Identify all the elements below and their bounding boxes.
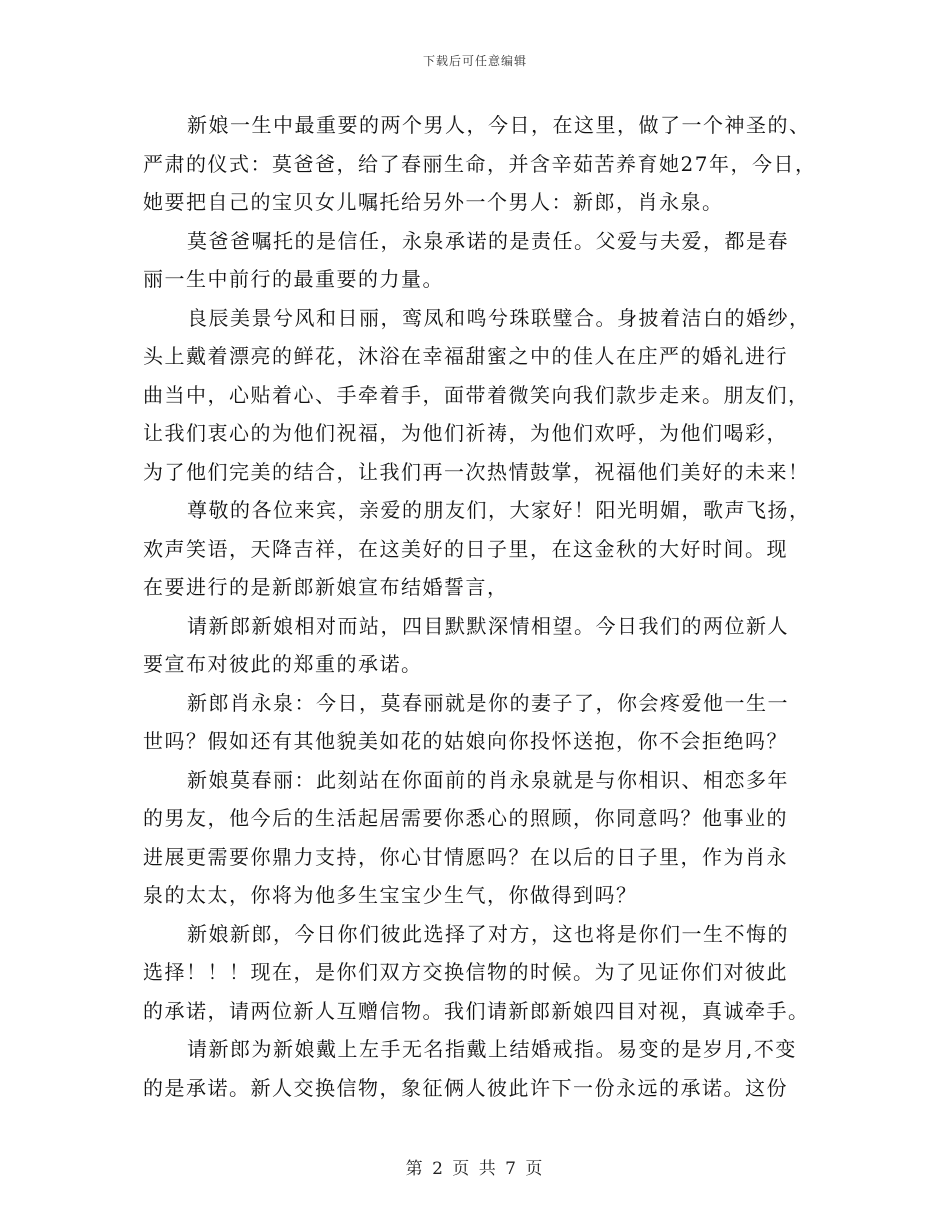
text-line: 新娘一生中最重要的两个男人，今日，在这里，做了一个神圣的、 bbox=[187, 113, 811, 137]
text-line: 世吗？假如还有其他貌美如花的姑娘向你投怀送抱，你不会拒绝吗？ bbox=[143, 729, 788, 753]
text-line: 头上戴着漂亮的鲜花，沐浴在幸福甜蜜之中的佳人在庄严的婚礼进行 bbox=[143, 344, 788, 368]
page-header: 下载后可任意编辑 bbox=[422, 54, 527, 68]
text-line: 严肃的仪式：莫爸爸，给了春丽生命，并含辛茹苦养育她27年，今日， bbox=[143, 151, 817, 176]
text-line: 泉的太太，你将为他多生宝宝少生气，你做得到吗？ bbox=[143, 883, 638, 907]
text-line: 请新郎新娘相对而站，四目默默深情相望。今日我们的两位新人 bbox=[187, 613, 789, 638]
text-line: 的男友，他今后的生活起居需要你悉心的照顾，你同意吗？他事业的 bbox=[143, 806, 788, 830]
text-line: 要宣布对彼此的郑重的承诺。 bbox=[143, 652, 423, 676]
text-line: 曲当中，心贴着心、手牵着手，面带着微笑向我们款步走来。朋友们， bbox=[143, 382, 810, 407]
text-line: 欢声笑语，天降吉祥，在这美好的日子里，在这金秋的大好时间。现 bbox=[143, 536, 788, 561]
text-line: 莫爸爸嘱托的是信任，永泉承诺的是责任。父爱与夫爱，都是春 bbox=[187, 228, 789, 253]
document-body bbox=[143, 106, 817, 1107]
text-line: 丽一生中前行的最重要的力量。 bbox=[143, 267, 444, 291]
page-number-footer: 第 2 页 共 7 页 bbox=[405, 1159, 545, 1179]
text-line: 为了他们完美的结合，让我们再一次热情鼓掌，祝福他们美好的未来！ bbox=[143, 459, 810, 484]
text-line: 的是承诺。新人交换信物，象征俩人彼此许下一份永远的承诺。这份 bbox=[143, 1075, 788, 1100]
text-line: 新娘新郎，今日你们彼此选择了对方，这也将是你们一生不悔的 bbox=[187, 921, 789, 946]
text-line: 进展更需要你鼎力支持，你心甘情愿吗？在以后的日子里，作为肖永 bbox=[143, 844, 788, 869]
text-line: 在要进行的是新郎新娘宣布结婚誓言， bbox=[143, 575, 509, 599]
text-line: 选择！！！现在，是你们双方交换信物的时候。为了见证你们对彼此 bbox=[143, 960, 788, 984]
text-line: 的承诺，请两位新人互赠信物。我们请新郎新娘四目对视，真诚牵手。 bbox=[143, 998, 810, 1023]
text-line: 请新郎为新娘戴上左手无名指戴上结婚戒指。易变的是岁月,不变 bbox=[187, 1037, 797, 1061]
text-line: 新娘莫春丽：此刻站在你面前的肖永泉就是与你相识、相恋多年 bbox=[187, 767, 789, 792]
text-line: 新郎肖永泉：今日，莫春丽就是你的妻子了，你会疼爱他一生一 bbox=[187, 690, 789, 715]
text-line: 良辰美景兮风和日丽，鸾凤和鸣兮珠联璧合。身披着洁白的婚纱， bbox=[187, 305, 811, 330]
text-line: 让我们衷心的为他们祝福，为他们祈祷，为他们欢呼，为他们喝彩， bbox=[143, 421, 788, 445]
text-line: 尊敬的各位来宾，亲爱的朋友们，大家好！阳光明媚，歌声飞扬， bbox=[187, 498, 811, 522]
text-line: 她要把自己的宝贝女儿嘱托给另外一个男人：新郎，肖永泉。 bbox=[143, 190, 724, 214]
